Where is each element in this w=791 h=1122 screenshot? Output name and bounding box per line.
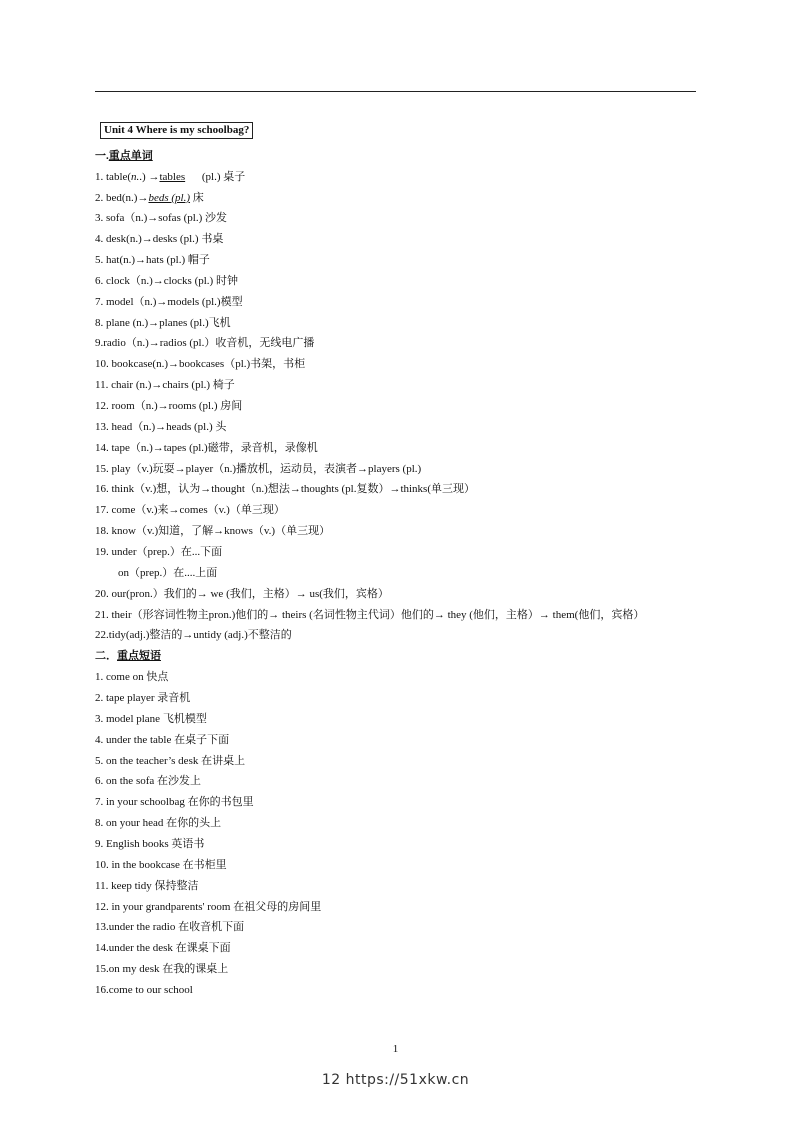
phrase-item: 1. come on 快点 — [95, 671, 169, 683]
phrase-item: 3. model plane 飞机模型 — [95, 713, 207, 725]
phrase-item: 16.come to our school — [95, 984, 193, 996]
phrase-item: 6. on the sofa 在沙发上 — [95, 775, 202, 787]
phrase-item: 4. under the table 在桌子下面 — [95, 734, 230, 746]
phrase-item: 13.under the radio 在收音机下面 — [95, 921, 245, 933]
word-item-20: 20. our(pron.）我们的→ we (我们，主格）→ us(我们，宾格） — [95, 588, 389, 600]
word-item-19: 19. under（prep.）在...下面 — [95, 546, 223, 558]
phrase-item: 7. in your schoolbag 在你的书包里 — [95, 796, 254, 808]
unit-title: Unit 4 Where is my schoolbag? — [100, 122, 253, 139]
word-item-6: 6. clock（n.)→clocks (pl.) 时钟 — [95, 275, 238, 287]
word-item-8: 8. plane (n.)→planes (pl.)飞机 — [95, 317, 231, 329]
page-number: 1 — [392, 1043, 399, 1055]
word-item-9: 9.radio（n.)→radios (pl.）收音机，无线电广播 — [95, 337, 315, 349]
phrase-item: 5. on the teacher’s desk 在讲桌上 — [95, 755, 246, 767]
section-title: 重点短语 — [117, 650, 161, 662]
answer-tables: tables — [159, 171, 186, 183]
phrase-item: 11. keep tidy 保持整洁 — [95, 880, 199, 892]
phrase-item: 9. English books 英语书 — [95, 838, 205, 850]
phrase-item: 8. on your head 在你的头上 — [95, 817, 222, 829]
word-item-12: 12. room（n.)→rooms (pl.) 房间 — [95, 400, 243, 412]
word-item-18: 18. know（v.)知道，了解→knows（v.)（单三现） — [95, 525, 331, 537]
section-number: 二． — [95, 650, 117, 662]
word-item-1: 1. table(n..) →tables (pl.) 桌子 — [95, 171, 246, 183]
word-item-4: 4. desk(n.)→desks (pl.) 书桌 — [95, 233, 224, 245]
word-item-10: 10. bookcase(n.)→bookcases（pl.)书架，书柜 — [95, 358, 306, 370]
word-item-2: 2. bed(n.)→beds (pl.) 床 — [95, 192, 204, 204]
word-item-7: 7. model（n.)→models (pl.)模型 — [95, 296, 243, 308]
section-heading-phrases — [95, 649, 161, 663]
word-item-22: 22.tidy(adj.)整洁的→untidy (adj.)不整洁的 — [95, 629, 292, 641]
word-item-3: 3. sofa（n.)→sofas (pl.) 沙发 — [95, 212, 227, 224]
word-item-19b: on（prep.）在....上面 — [118, 567, 218, 579]
answer-beds: beds (pl.) — [148, 192, 191, 204]
word-item-15: 15. play（v.)玩耍→player（n.)播放机，运动员，表演者→players (pl.) — [95, 463, 422, 475]
section-title: 重点单词 — [108, 150, 153, 162]
word-item-5: 5. hat(n.)→hats (pl.) 帽子 — [95, 254, 210, 266]
word-item-17: 17. come（v.)来→comes（v.)（单三现） — [95, 504, 285, 516]
phrase-item: 15.on my desk 在我的课桌上 — [95, 963, 229, 975]
site-watermark: 12 https://51xkw.cn — [321, 1072, 470, 1088]
section-number: 一. — [95, 150, 109, 162]
phrase-item: 12. in your grandparents' room 在祖父母的房间里 — [95, 901, 322, 913]
word-item-13: 13. head（n.)→heads (pl.) 头 — [95, 421, 227, 433]
word-item-14: 14. tape（n.)→tapes (pl.)磁带，录音机，录像机 — [95, 442, 318, 454]
phrase-item: 14.under the desk 在课桌下面 — [95, 942, 231, 954]
word-item-21: 21. their（形容词性物主pron.)他们的→ theirs (名词性物主代词）他们的→ they (他们，主格）→ them(他们，宾格） — [95, 609, 645, 621]
header-rule — [95, 91, 696, 92]
section-heading-words — [95, 149, 153, 163]
phrase-item: 10. in the bookcase 在书柜里 — [95, 859, 227, 871]
phrase-item: 2. tape player 录音机 — [95, 692, 191, 704]
word-item-16: 16. think（v.)想，认为→thought（n.)想法→thoughts (pl.复数）→thinks(单三现） — [95, 483, 476, 495]
word-item-11: 11. chair (n.)→chairs (pl.) 椅子 — [95, 379, 235, 391]
